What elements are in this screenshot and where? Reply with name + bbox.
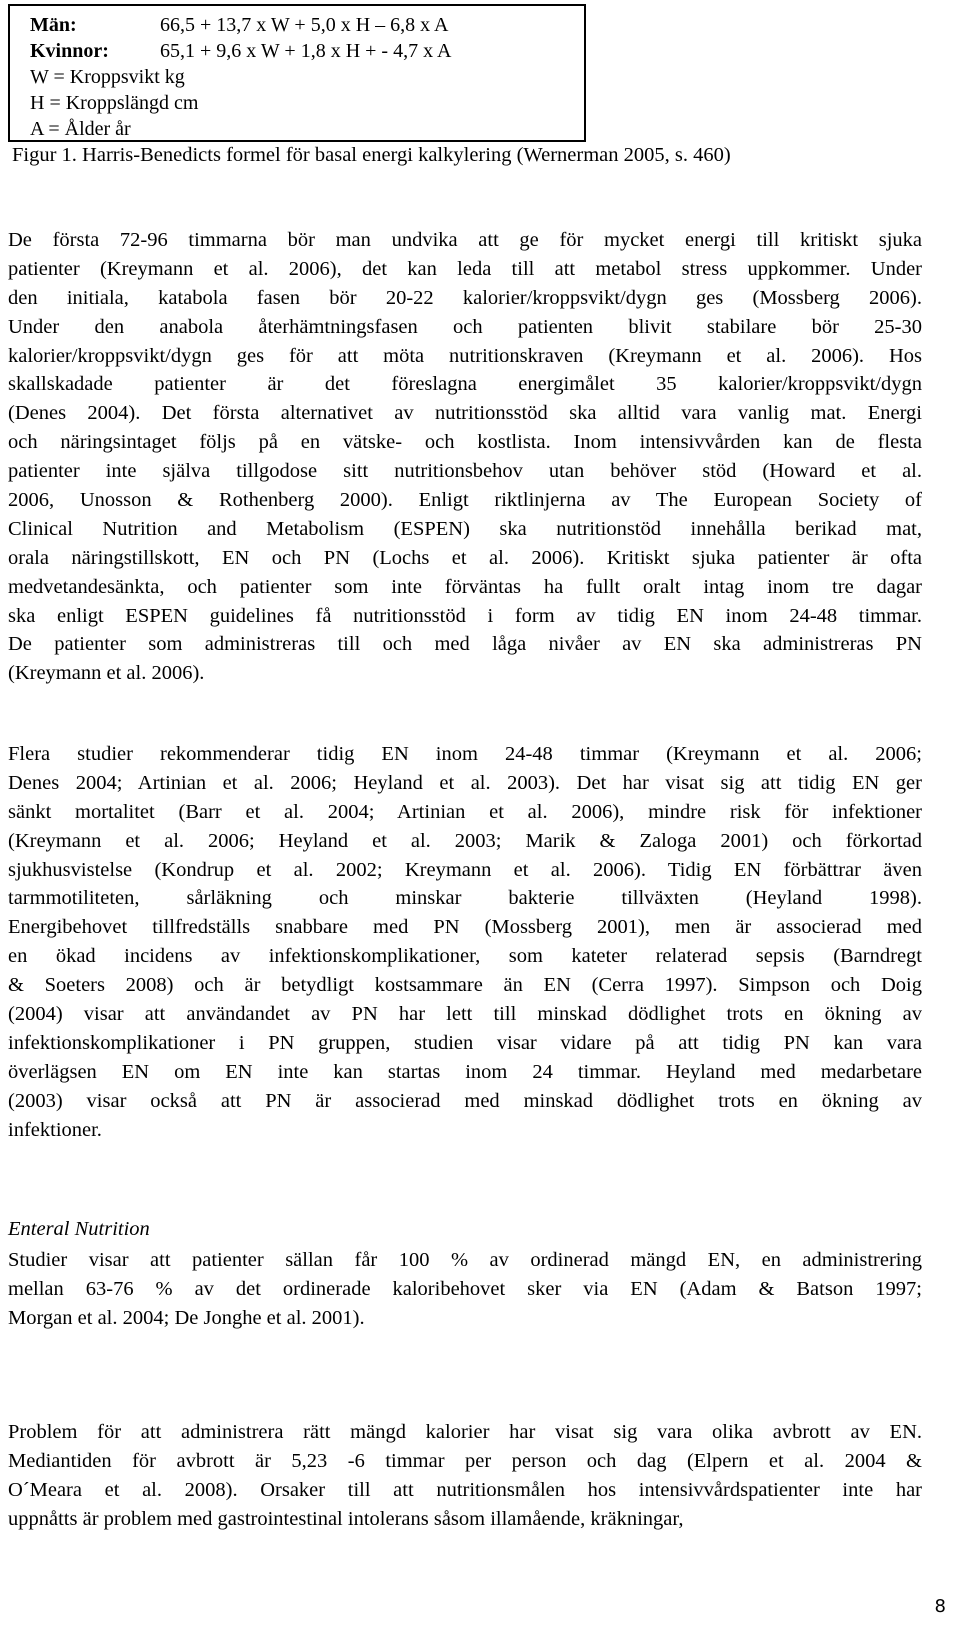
text-line: orala näringstillskott, EN och PN (Lochs et al. 2006). Kritiskt sjuka patienter är ofta (8, 546, 922, 569)
text-line: en ökad incidens av infektionskomplikationer, som kateter relaterad sepsis (Barndregt (8, 945, 922, 968)
women-label: Kvinnor: (30, 40, 109, 62)
figure-caption: Figur 1. Harris-Benedicts formel för basal energi kalkylering (Wernerman 2005, s. 460) (12, 144, 731, 166)
height-definition: H = Kroppslängd cm (30, 92, 199, 114)
formula-men-row (30, 12, 584, 38)
age-definition: A = Ålder år (30, 118, 131, 140)
text-line: tarmmotiliteten, sårläkning och minskar bakterie tillväxten (Heyland 1998). (8, 887, 922, 910)
text-line: 2006, Unosson & Rothenberg 2000). Enligt riktlinjerna av The European Society of (8, 489, 922, 512)
text-line: Clinical Nutrition and Metabolism (ESPEN) ska nutritionstöd innehålla berikad mat, (8, 517, 922, 540)
text-line: (2003) visar också att PN är associerad med minskad dödlighet trots en ökning av (8, 1089, 922, 1112)
women-formula: 65,1 + 9,6 x W + 1,8 x H + - 4,7 x A (160, 40, 452, 62)
text-line: sjukhusvistelse (Kondrup et al. 2002; Kreymann et al. 2006). Tidig EN förbättrar även (8, 858, 922, 881)
text-line: mellan 63-76 % av det ordinerade kaloribehovet sker via EN (Adam & Batson 1997; (8, 1277, 922, 1300)
text-line: O´Meara et al. 2008). Orsaker till att nutritionsmålen hos intensivvårdspatienter inte har (8, 1478, 922, 1501)
text-line: infektionskomplikationer i PN gruppen, studien visar vidare på att tidig PN kan vara (8, 1031, 922, 1054)
text-line: De patienter som administreras till och med låga nivåer av EN ska administreras PN (8, 633, 922, 656)
paragraph-en-interruptions (8, 1418, 922, 1534)
text-line: & Soeters 2008) och är betydligt kostsammare än EN (Cerra 1997). Simpson och Doig (8, 974, 922, 997)
text-line: (Kreymann et al. 2006; Heyland et al. 2003; Marik & Zaloga 2001) och förkortad (8, 829, 922, 852)
text-line: ska enligt ESPEN guidelines få nutritionsstöd i form av tidig EN inom 24-48 timmar. (8, 604, 922, 627)
text-line: patienter inte själva tillgodose sitt nutritionsbehov utan behöver stöd (Howard et al. (8, 460, 922, 483)
formula-box (8, 4, 586, 142)
text-line: överlägsen EN om EN inte kan startas inom 24 timmar. Heyland med medarbetare (8, 1060, 922, 1083)
text-line: skallskadade patienter är det föreslagna energimålet 35 kalorier/kroppsvikt/dygn (8, 373, 922, 396)
text-line: Flera studier rekommenderar tidig EN inom 24-48 timmar (Kreymann et al. 2006; (8, 743, 922, 765)
text-line: Energibehovet tillfredställs snabbare med PN (Mossberg 2001), men är associerad med (8, 916, 922, 939)
text-line: Morgan et al. 2004; De Jonghe et al. 2001). (8, 1306, 365, 1329)
text-line: Under den anabola återhämtningsfasen och patienten blivit stabilare bör 25-30 (8, 315, 922, 338)
text-line: (Kreymann et al. 2006). (8, 662, 205, 685)
text-line: Denes 2004; Artinian et al. 2006; Heyland et al. 2003). Det har visat sig att tidig EN ger (8, 771, 922, 794)
weight-definition: W = Kroppsvikt kg (30, 66, 185, 88)
text-line: och näringsintaget följs på en vätske- och kostlista. Inom intensivvården kan de flesta (8, 431, 922, 454)
section-heading-enteral-nutrition: Enteral Nutrition (8, 1218, 150, 1240)
text-line: Studier visar att patienter sällan får 100 % av ordinerad mängd EN, en administrering (8, 1249, 922, 1271)
text-line: kalorier/kroppsvikt/dygn ges för att möta nutritionskraven (Kreymann et al. 2006). Hos (8, 344, 922, 367)
text-line: Mediantiden för avbrott är 5,23 -6 timmar per person och dag (Elpern et al. 2004 & (8, 1449, 922, 1472)
text-line: (Denes 2004). Det första alternativet av nutritionsstöd ska alltid vara vanlig mat. Energi (8, 402, 922, 425)
paragraph-early-en (8, 740, 922, 1144)
text-line: Problem för att administrera rätt mängd kalorier har visat sig vara olika avbrott av EN. (8, 1421, 922, 1443)
men-formula: 66,5 + 13,7 x W + 5,0 x H – 6,8 x A (160, 14, 449, 36)
text-line: (2004) visar att användandet av PN har lett till minskad dödlighet trots en ökning av (8, 1003, 922, 1026)
text-line: medvetandesänkta, och patienter som inte förväntas ha fullt oralt intag inom tre dagar (8, 575, 922, 598)
paragraph-en-delivery (8, 1246, 922, 1333)
text-line: sänkt mortalitet (Barr et al. 2004; Artinian et al. 2006), mindre risk för infektioner (8, 800, 922, 823)
text-line: De första 72-96 timmarna bör man undvika att ge för mycket energi till kritiskt sjuka (8, 229, 922, 251)
paragraph-energy-needs (8, 226, 922, 688)
page-number: 8 (934, 1596, 946, 1617)
men-label: Män: (30, 14, 77, 36)
text-line: uppnåtts är problem med gastrointestinal intolerans såsom illamående, kräkningar, (8, 1507, 684, 1530)
text-line: infektioner. (8, 1118, 102, 1141)
text-line: patienter (Kreymann et al. 2006), det kan leda till att metabol stress uppkommer. Under (8, 257, 922, 280)
formula-women-row (30, 38, 584, 64)
text-line: den initiala, katabola fasen bör 20-22 kalorier/kroppsvikt/dygn ges (Mossberg 2006). (8, 286, 922, 309)
